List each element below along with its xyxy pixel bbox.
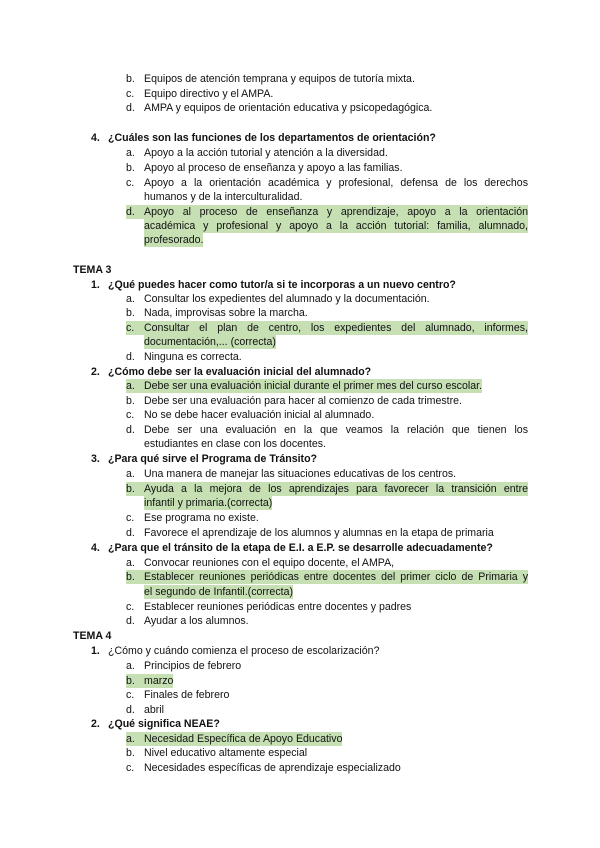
answer-option: Convocar reuniones con el equipo docente, el AMPA, (144, 557, 395, 569)
answer-option: Finales de febrero (144, 689, 230, 701)
answer-option: Apoyo al proceso de enseñanza y apoyo a las familias. (144, 162, 403, 174)
list-letter: b. (126, 747, 135, 759)
list-letter: b. (126, 307, 135, 319)
answer-option: Establecer reuniones periódicas entre docentes y padres (144, 601, 412, 613)
list-letter: b. (126, 395, 135, 407)
section-heading: TEMA 3 (73, 264, 112, 276)
question-title: ¿Cuáles son las funciones de los departamentos de orientación? (108, 132, 436, 144)
question-number: 4. (91, 132, 100, 144)
answer-option: Debe ser una evaluación para hacer al comienzo de cada trimestre. (144, 395, 462, 407)
list-letter: b. (126, 73, 135, 85)
question-number: 2. (91, 718, 100, 730)
correct-answer-option: Consultar el plan de centro, los expedientes del alumnado, informes, (144, 322, 528, 334)
list-letter: a. (126, 732, 144, 746)
list-letter: b. (126, 570, 144, 584)
list-letter: c. (126, 512, 135, 524)
list-letter: a. (126, 557, 135, 569)
list-letter: d. (126, 424, 135, 436)
answer-option: Ese programa no existe. (144, 512, 259, 524)
answer-option: Equipos de atención temprana y equipos de tutoría mixta. (144, 73, 415, 85)
list-letter: c. (126, 177, 135, 189)
list-letter: c. (126, 409, 135, 421)
list-letter: d. (126, 704, 135, 716)
answer-option: abril (144, 704, 165, 716)
question-title: ¿Qué puedes hacer como tutor/a si te incorporas a un nuevo centro? (108, 279, 456, 291)
question-title: ¿Para que el tránsito de la etapa de E.I. a E.P. se desarrolle adecuadamente? (108, 542, 493, 554)
list-letter: d. (126, 351, 135, 363)
answer-option-continuation: estudiantes en clase con los docentes. (144, 438, 326, 450)
list-letter: a. (126, 468, 135, 480)
correct-answer-option: Debe ser una evaluación inicial durante el primer mes del curso escolar. (144, 380, 482, 392)
answer-option: AMPA y equipos de orientación educativa y psicopedagógica. (144, 102, 433, 114)
list-letter: b. (126, 674, 144, 688)
question-number: 1. (91, 279, 100, 291)
answer-option: Consultar los expedientes del alumnado y la documentación. (144, 293, 430, 305)
list-letter: a. (126, 293, 135, 305)
question-title: ¿Qué significa NEAE? (108, 718, 220, 730)
answer-option: Ayudar a los alumnos. (144, 615, 249, 627)
correct-answer-option: marzo (144, 675, 174, 687)
question-title: ¿Para qué sirve el Programa de Tránsito? (108, 453, 318, 465)
correct-answer-option-continuation: documentación,... (correcta) (144, 336, 276, 348)
list-letter: c. (126, 601, 135, 613)
list-letter: d. (126, 615, 135, 627)
correct-answer-option-continuation: infantil y primaria.(correcta) (144, 497, 273, 509)
answer-option: No se debe hacer evaluación inicial al alumnado. (144, 409, 375, 421)
question-number: 4. (91, 542, 100, 554)
answer-option: Equipo directivo y el AMPA. (144, 88, 274, 100)
list-letter: c. (126, 762, 135, 774)
correct-answer-option: Ayuda a la mejora de los aprendizajes para favorecer la transición entre (144, 483, 528, 495)
list-letter: a. (126, 147, 135, 159)
answer-option: Apoyo a la acción tutorial y atención a la diversidad. (144, 147, 388, 159)
correct-answer-option-continuation: el segundo de Infantil.(correcta) (144, 586, 293, 598)
answer-option: Debe ser una evaluación en la que veamos la relación que tienen los (144, 424, 528, 436)
answer-option: Apoyo a la orientación académica y profesional, defensa de los derechos (144, 177, 528, 189)
answer-option: Favorece el aprendizaje de los alumnos y alumnas en la etapa de primaria (144, 527, 494, 539)
answer-option: Nivel educativo altamente especial (144, 747, 308, 759)
list-letter: d. (126, 102, 135, 114)
answer-option: Ninguna es correcta. (144, 351, 242, 363)
answer-option: Principios de febrero (144, 660, 242, 672)
list-letter: c. (126, 321, 144, 335)
list-letter: a. (126, 379, 144, 393)
list-letter: b. (126, 162, 135, 174)
question-number: 1. (91, 645, 100, 657)
list-letter: c. (126, 689, 135, 701)
answer-option: Necesidades específicas de aprendizaje especializado (144, 762, 401, 774)
list-letter: d. (126, 205, 144, 219)
answer-option-continuation: humanos y de la interculturalidad. (144, 191, 303, 203)
section-heading: TEMA 4 (73, 630, 112, 642)
question-title: ¿Cómo debe ser la evaluación inicial del alumnado? (108, 366, 372, 378)
list-letter: c. (126, 88, 135, 100)
list-letter: d. (126, 527, 135, 539)
correct-answer-option-continuation: profesorado. (144, 234, 204, 246)
correct-answer-option: Establecer reuniones periódicas entre docentes del primer ciclo de Primaria y (144, 571, 528, 583)
answer-option: Una manera de manejar las situaciones educativas de los centros. (144, 468, 457, 480)
answer-option: Nada, improvisas sobre la marcha. (144, 307, 308, 319)
question-number: 3. (91, 453, 100, 465)
question-number: 2. (91, 366, 100, 378)
correct-answer-option: Necesidad Específica de Apoyo Educativo (144, 733, 343, 745)
question-title: ¿Cómo y cuándo comienza el proceso de escolarización? (108, 645, 380, 657)
correct-answer-option-continuation: académica y profesional y apoyo a la acción tutorial: familia, alumnado, (144, 220, 528, 232)
list-letter: a. (126, 660, 135, 672)
list-letter: b. (126, 482, 144, 496)
correct-answer-option: Apoyo al proceso de enseñanza y aprendizaje, apoyo a la orientación (144, 206, 528, 218)
